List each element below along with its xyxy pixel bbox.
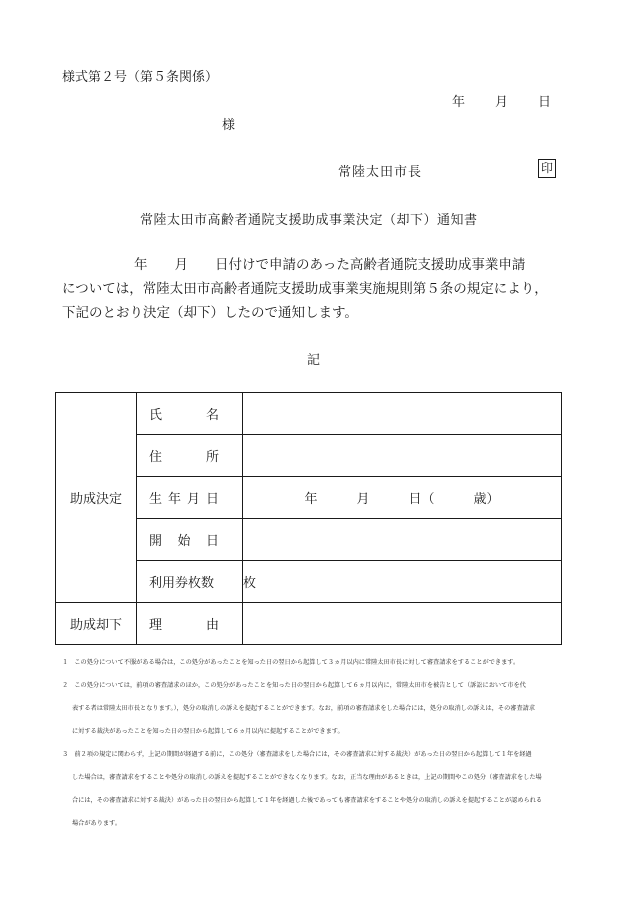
address-label: 住 所	[137, 435, 243, 477]
reason-value[interactable]	[243, 603, 562, 645]
body-paragraph	[62, 253, 582, 325]
tickets-value[interactable]: 枚	[243, 561, 562, 603]
group-rejection: 助成却下	[56, 603, 137, 645]
note-line: ３ 前２項の規定に関わらず，上記の期間が経過する前に，この処分（審査請求をした場合には，その審査請求に対する裁決）があった日の翌日から起算して１年を経過	[62, 751, 532, 758]
date-year: 年	[452, 95, 466, 110]
birth-label: 生 年 月 日	[137, 477, 243, 519]
note-line: 表する者は常陸太田市長となります。），処分の取消しの訴えを提起することができます。なお，前項の審査請求をした場合には，処分の取消しの訴えは，その審査請求	[72, 705, 536, 712]
body-line-3: 下記のとおり決定（却下）したので通知します。	[62, 305, 358, 321]
note-line: １ この処分について不服がある場合は，この処分があったことを知った日の翌日から起算して３ヵ月以内に常陸太田市長に対して審査請求をすることができます。	[62, 659, 520, 666]
address-value[interactable]	[243, 435, 562, 477]
start-label: 開 始 日	[137, 519, 243, 561]
note-line: 場合があります。	[72, 820, 122, 827]
note-line: 合には，その審査請求に対する裁決）があった日の翌日から起算して１年を経過した後であっても審査請求をすることや処分の取消しの訴えを提起することが認められる	[72, 797, 543, 804]
seal-stamp: 印	[538, 159, 556, 178]
tickets-label: 利用券枚数	[137, 561, 243, 603]
issuer-name: 常陸太田市長	[338, 165, 423, 180]
date-month: 月	[495, 95, 509, 110]
table-row	[56, 393, 562, 435]
note-line: ２ この処分については，前項の審査請求のほか，この処分があったことを知った日の翌日から起算して６ヵ月以内に，常陸太田市を被告として（訴訟において市を代	[62, 682, 526, 689]
body-line-2: については，常陸太田市高齢者通院支援助成事業実施規則第５条の規定により，	[62, 281, 548, 297]
group-decision: 助成決定	[56, 393, 137, 603]
date-day: 日	[538, 95, 552, 110]
ki-heading: 記	[307, 353, 321, 368]
footnotes	[62, 651, 582, 835]
note-line: した場合は，審査請求をすることや処分の取消しの訴えを提起することができなくなります。なお，正当な理由があるときは，上記の期間やこの処分（審査請求をした場	[72, 774, 542, 781]
table-row	[56, 603, 562, 645]
document-title: 常陸太田市高齢者通院支援助成事業決定（却下）通知書	[140, 213, 478, 228]
name-value[interactable]	[243, 393, 562, 435]
start-value[interactable]	[243, 519, 562, 561]
decision-table	[55, 392, 562, 645]
note-line: に対する裁決があったことを知った日の翌日から起算して６ヵ月以内に提起することができます。	[72, 728, 344, 735]
birth-value[interactable]: 年 月 日（ 歳）	[243, 477, 562, 519]
addressee-suffix: 様	[222, 118, 236, 133]
form-number: 様式第２号（第５条関係）	[62, 70, 219, 85]
name-label: 氏 名	[137, 393, 243, 435]
body-line-1: 年 月 日付けで申請のあった高齢者通院支援助成事業申請	[134, 257, 526, 273]
date-line	[452, 91, 551, 110]
reason-label: 理 由	[137, 603, 243, 645]
